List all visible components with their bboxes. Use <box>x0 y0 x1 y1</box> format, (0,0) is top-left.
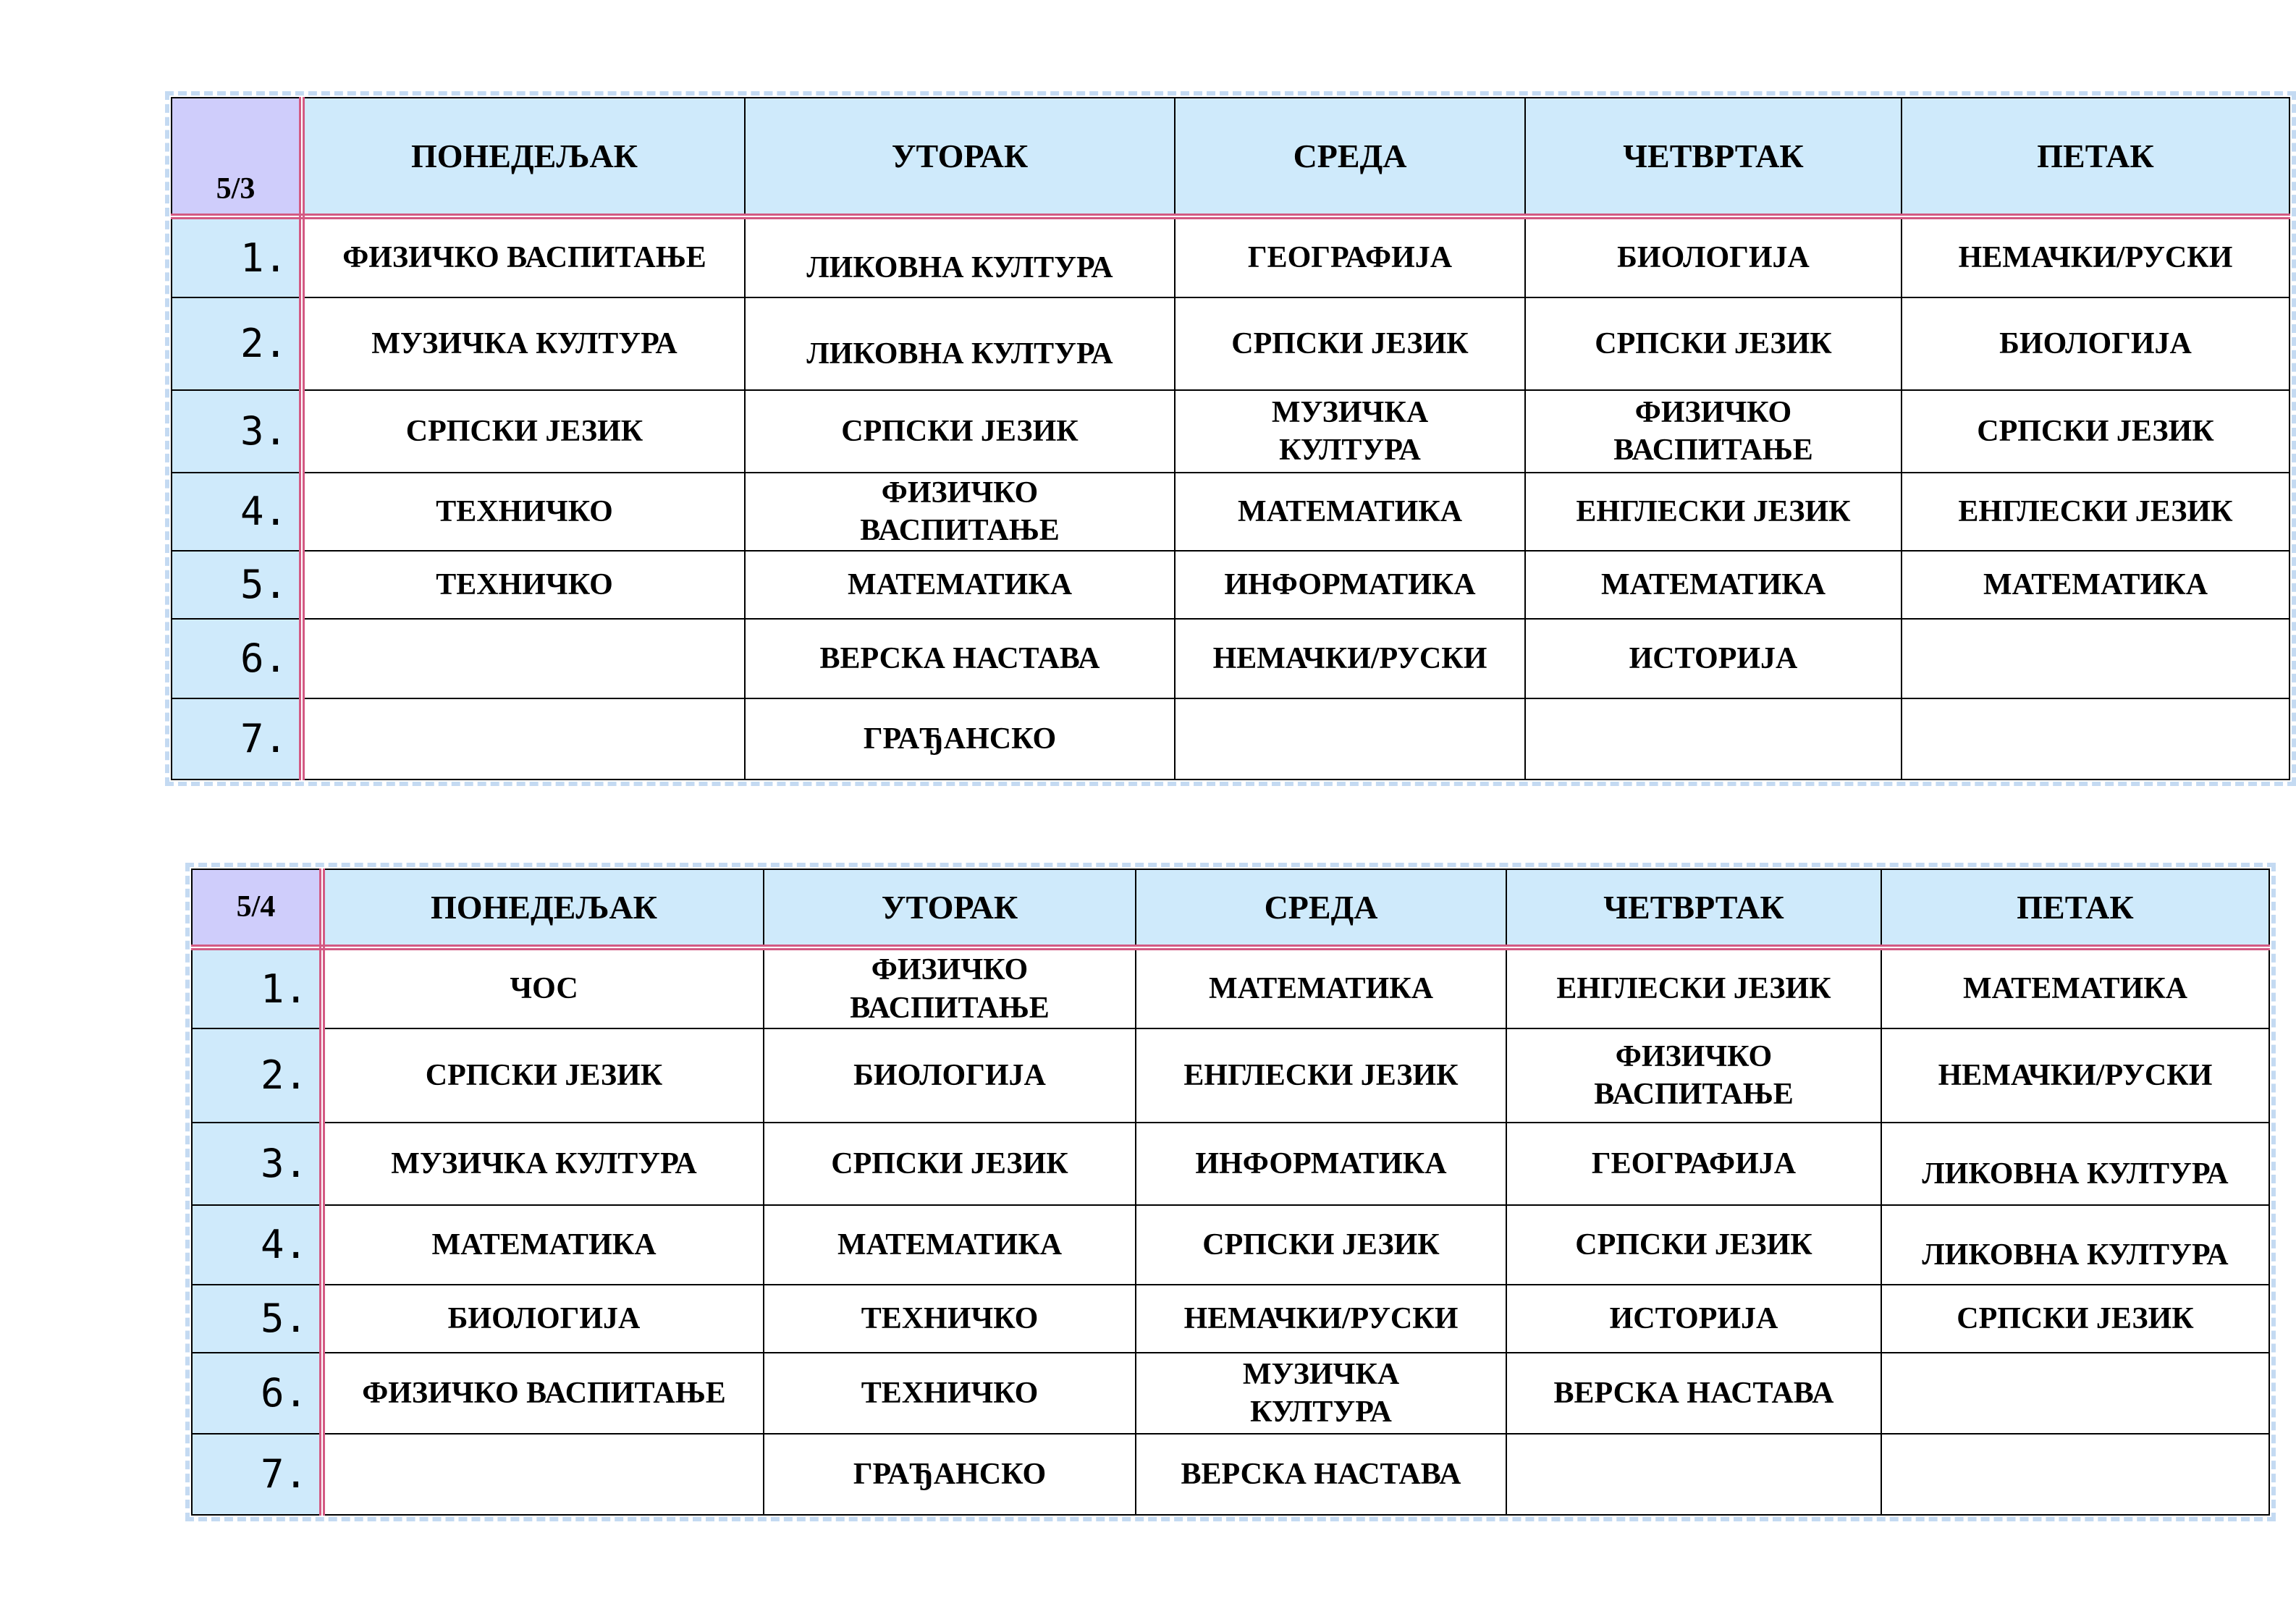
class-label: 5/4 <box>192 869 322 947</box>
period-number: 6. <box>172 619 302 698</box>
header-row <box>172 98 2289 216</box>
period-row <box>172 619 2289 698</box>
subject-cell: ФИЗИЧКО ВАСПИТАЊЕ <box>1525 390 1902 473</box>
subject-cell: НЕМАЧКИ/РУСКИ <box>1175 619 1525 698</box>
subject-cell: ГРАЂАНСКО <box>764 1434 1136 1515</box>
header-row <box>192 869 2269 947</box>
schedule-table-5-3 <box>171 97 2290 780</box>
subject-cell: СРПСКИ ЈЕЗИК <box>1136 1205 1506 1285</box>
day-header-monday: ПОНЕДЕЉАК <box>322 869 764 947</box>
period-row <box>172 297 2289 390</box>
subject-cell <box>1881 1434 2269 1515</box>
subject-cell: ВЕРСКА НАСТАВА <box>745 619 1175 698</box>
subject-cell: ВЕРСКА НАСТАВА <box>1506 1353 1881 1434</box>
subject-cell: СРПСКИ ЈЕЗИК <box>1175 297 1525 390</box>
subject-cell: ТЕХНИЧКО <box>764 1285 1136 1353</box>
day-header-friday: ПЕТАК <box>1902 98 2289 216</box>
subject-cell: НЕМАЧКИ/РУСКИ <box>1136 1285 1506 1353</box>
day-header-friday: ПЕТАК <box>1881 869 2269 947</box>
subject-cell <box>1525 698 1902 779</box>
subject-cell: СРПСКИ ЈЕЗИК <box>302 390 745 473</box>
subject-cell: ЕНГЛЕСКИ ЈЕЗИК <box>1902 473 2289 551</box>
day-header-tuesday: УТОРАК <box>745 98 1175 216</box>
subject-cell: МАТЕМАТИКА <box>745 551 1175 619</box>
subject-cell: МУЗИЧКА КУЛТУРА <box>1136 1353 1506 1434</box>
period-row <box>192 1353 2269 1434</box>
day-header-thursday: ЧЕТВРТАК <box>1525 98 1902 216</box>
subject-cell: СРПСКИ ЈЕЗИК <box>1525 297 1902 390</box>
subject-cell: МАТЕМАТИКА <box>322 1205 764 1285</box>
period-number: 7. <box>172 698 302 779</box>
subject-cell: ЛИКОВНА КУЛТУРА <box>745 216 1175 297</box>
period-number: 4. <box>192 1205 322 1285</box>
period-row <box>172 390 2289 473</box>
subject-cell: ВЕРСКА НАСТАВА <box>1136 1434 1506 1515</box>
subject-cell: ФИЗИЧКО ВАСПИТАЊЕ <box>764 947 1136 1028</box>
period-row <box>192 1028 2269 1123</box>
subject-cell: ФИЗИЧКО ВАСПИТАЊЕ <box>322 1353 764 1434</box>
period-row <box>172 698 2289 779</box>
subject-cell <box>1881 1353 2269 1434</box>
subject-cell: ТЕХНИЧКО <box>302 473 745 551</box>
day-header-wednesday: СРЕДА <box>1136 869 1506 947</box>
schedule-table-5-4 <box>191 869 2270 1516</box>
period-row <box>172 551 2289 619</box>
subject-cell <box>1902 698 2289 779</box>
period-number: 4. <box>172 473 302 551</box>
period-number: 2. <box>192 1028 322 1123</box>
subject-cell: ИСТОРИЈА <box>1525 619 1902 698</box>
subject-cell: БИОЛОГИЈА <box>1902 297 2289 390</box>
subject-cell: СРПСКИ ЈЕЗИК <box>1506 1205 1881 1285</box>
subject-cell: БИОЛОГИЈА <box>322 1285 764 1353</box>
subject-cell <box>1506 1434 1881 1515</box>
subject-cell: ГЕОГРАФИЈА <box>1506 1123 1881 1205</box>
subject-cell: ЕНГЛЕСКИ ЈЕЗИК <box>1506 947 1881 1028</box>
subject-cell <box>1902 619 2289 698</box>
period-row <box>192 1123 2269 1205</box>
period-row <box>172 473 2289 551</box>
subject-cell <box>302 619 745 698</box>
subject-cell: БИОЛОГИЈА <box>764 1028 1136 1123</box>
period-number: 5. <box>192 1285 322 1353</box>
subject-cell: МУЗИЧКА КУЛТУРА <box>1175 390 1525 473</box>
subject-cell: ЛИКОВНА КУЛТУРА <box>1881 1123 2269 1205</box>
day-header-thursday: ЧЕТВРТАК <box>1506 869 1881 947</box>
subject-cell <box>1175 698 1525 779</box>
period-number: 1. <box>172 216 302 297</box>
subject-cell: ТЕХНИЧКО <box>764 1353 1136 1434</box>
subject-cell: ИНФОРМАТИКА <box>1175 551 1525 619</box>
subject-cell: ФИЗИЧКО ВАСПИТАЊЕ <box>302 216 745 297</box>
subject-cell: НЕМАЧКИ/РУСКИ <box>1881 1028 2269 1123</box>
period-row <box>192 1434 2269 1515</box>
subject-cell: МАТЕМАТИКА <box>1136 947 1506 1028</box>
subject-cell: ИСТОРИЈА <box>1506 1285 1881 1353</box>
period-number: 2. <box>172 297 302 390</box>
class-label: 5/3 <box>172 98 302 216</box>
subject-cell: МАТЕМАТИКА <box>1902 551 2289 619</box>
subject-cell: ЛИКОВНА КУЛТУРА <box>1881 1205 2269 1285</box>
subject-cell: СРПСКИ ЈЕЗИК <box>745 390 1175 473</box>
subject-cell: ФИЗИЧКО ВАСПИТАЊЕ <box>745 473 1175 551</box>
subject-cell: ГРАЂАНСКО <box>745 698 1175 779</box>
subject-cell: МАТЕМАТИКА <box>764 1205 1136 1285</box>
subject-cell: МАТЕМАТИКА <box>1881 947 2269 1028</box>
period-number: 3. <box>172 390 302 473</box>
period-row <box>192 947 2269 1028</box>
period-number: 5. <box>172 551 302 619</box>
subject-cell: ЕНГЛЕСКИ ЈЕЗИК <box>1525 473 1902 551</box>
subject-cell: ГЕОГРАФИЈА <box>1175 216 1525 297</box>
subject-cell: СРПСКИ ЈЕЗИК <box>1902 390 2289 473</box>
period-number: 1. <box>192 947 322 1028</box>
day-header-wednesday: СРЕДА <box>1175 98 1525 216</box>
day-header-monday: ПОНЕДЕЉАК <box>302 98 745 216</box>
subject-cell: НЕМАЧКИ/РУСКИ <box>1902 216 2289 297</box>
subject-cell: МУЗИЧКА КУЛТУРА <box>322 1123 764 1205</box>
day-header-tuesday: УТОРАК <box>764 869 1136 947</box>
subject-cell: МАТЕМАТИКА <box>1175 473 1525 551</box>
subject-cell: СРПСКИ ЈЕЗИК <box>322 1028 764 1123</box>
subject-cell: СРПСКИ ЈЕЗИК <box>764 1123 1136 1205</box>
period-row <box>192 1205 2269 1285</box>
subject-cell <box>322 1434 764 1515</box>
subject-cell: БИОЛОГИЈА <box>1525 216 1902 297</box>
subject-cell: ЧОС <box>322 947 764 1028</box>
subject-cell: МУЗИЧКА КУЛТУРА <box>302 297 745 390</box>
subject-cell <box>302 698 745 779</box>
subject-cell: ЛИКОВНА КУЛТУРА <box>745 297 1175 390</box>
subject-cell: ИНФОРМАТИКА <box>1136 1123 1506 1205</box>
subject-cell: СРПСКИ ЈЕЗИК <box>1881 1285 2269 1353</box>
subject-cell: ТЕХНИЧКО <box>302 551 745 619</box>
subject-cell: МАТЕМАТИКА <box>1525 551 1902 619</box>
period-number: 3. <box>192 1123 322 1205</box>
period-number: 6. <box>192 1353 322 1434</box>
subject-cell: ЕНГЛЕСКИ ЈЕЗИК <box>1136 1028 1506 1123</box>
period-row <box>172 216 2289 297</box>
subject-cell: ФИЗИЧКО ВАСПИТАЊЕ <box>1506 1028 1881 1123</box>
period-number: 7. <box>192 1434 322 1515</box>
period-row <box>192 1285 2269 1353</box>
